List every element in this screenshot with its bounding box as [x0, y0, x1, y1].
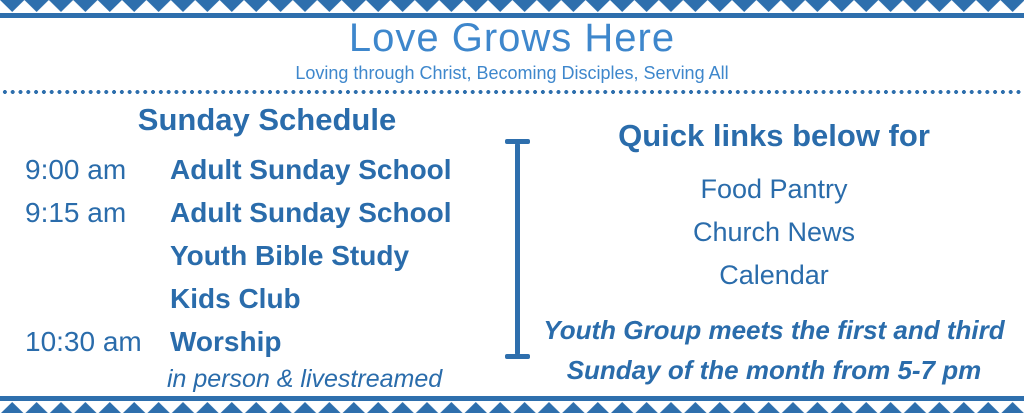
page-subtitle: Loving through Christ, Becoming Disciples, Serving All — [295, 63, 729, 83]
quick-links-heading: Quick links below for — [618, 118, 930, 153]
quick-link-food-pantry: Food Pantry — [700, 174, 848, 204]
schedule-table — [25, 148, 452, 363]
divider-stem — [515, 143, 520, 355]
dotted-separator — [0, 88, 1024, 94]
schedule-time — [25, 234, 170, 277]
page-title: Love Grows Here — [348, 16, 676, 60]
schedule-event: Youth Bible Study — [170, 240, 410, 271]
schedule-event: Worship — [170, 326, 282, 357]
youth-group-note — [524, 310, 1024, 390]
schedule-event: Kids Club — [170, 283, 301, 314]
worship-format-note: in person & livestreamed — [167, 365, 443, 393]
quick-links-list — [524, 168, 1024, 297]
schedule-time: 9:00 am — [25, 154, 127, 185]
quick-link-calendar: Calendar — [719, 260, 829, 290]
schedule-time: 9:15 am — [25, 197, 127, 228]
schedule-heading: Sunday Schedule — [137, 102, 397, 137]
youth-group-note-line2: Sunday of the month from 5-7 pm — [566, 355, 982, 385]
schedule-time: 10:30 am — [25, 326, 142, 357]
youth-group-note-line1: Youth Group meets the first and third — [543, 315, 1005, 345]
quick-link-church-news: Church News — [692, 217, 856, 247]
schedule-event: Adult Sunday School — [170, 154, 452, 185]
bunting-border-bottom — [0, 402, 1024, 413]
schedule-time — [25, 277, 170, 320]
bottom-rule-bar — [0, 396, 1024, 401]
bunting-border-top — [0, 0, 1024, 12]
schedule-event: Adult Sunday School — [170, 197, 452, 228]
